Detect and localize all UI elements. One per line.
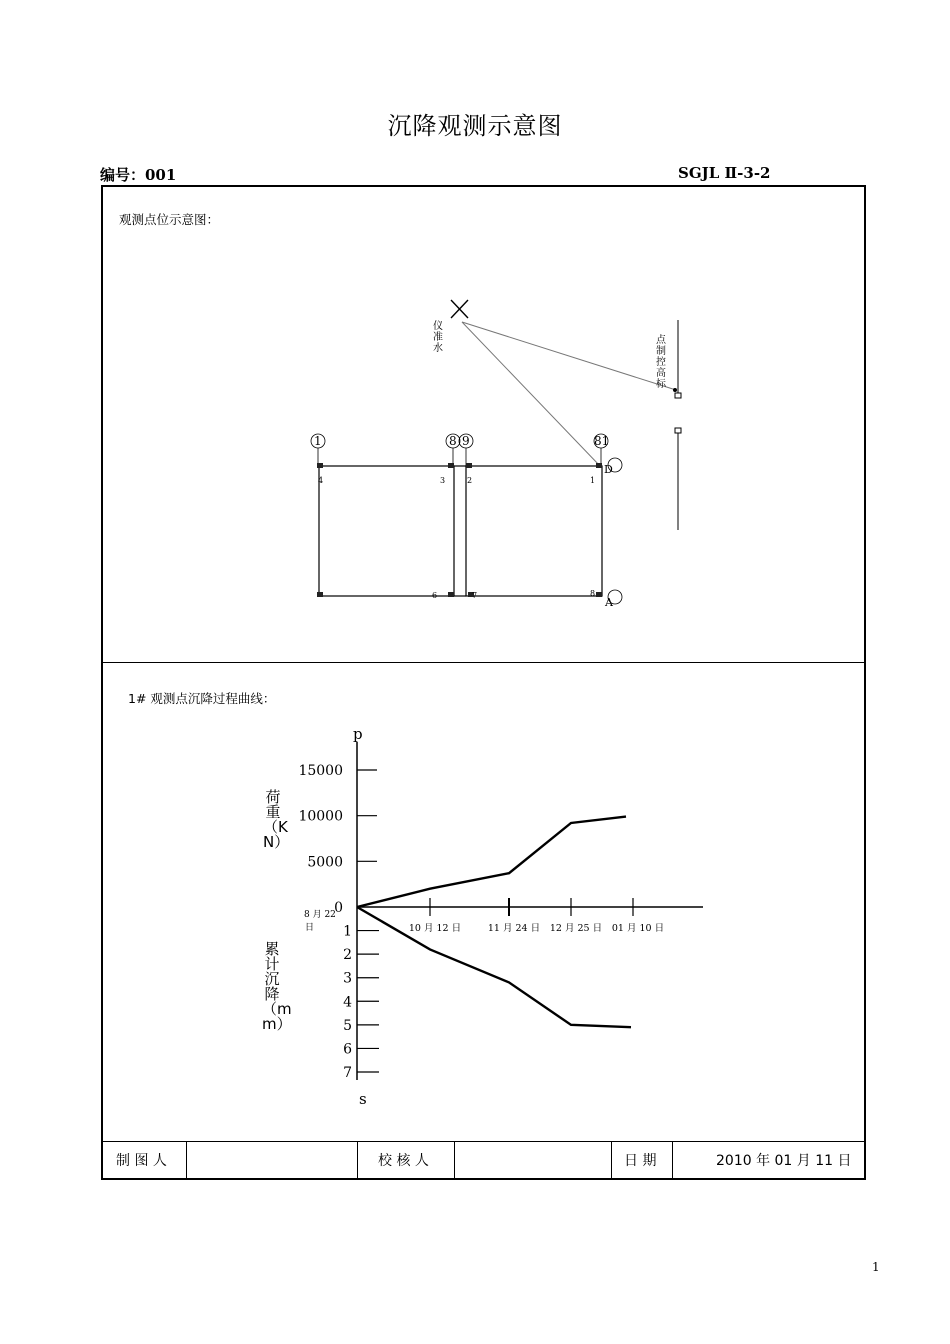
document-number: 编号：001 (100, 166, 177, 184)
point-number-3: 3 (440, 476, 446, 485)
corner-label-A: A (605, 596, 613, 609)
date-value: 2010 年 01 月 11 日 (716, 1153, 852, 1169)
load-tick-label: 10000 (298, 808, 343, 825)
checked-by-field[interactable] (464, 1143, 604, 1179)
date-label: 11 月 24 日 (487, 923, 541, 934)
point-number-7: 7 (472, 591, 478, 600)
curve-section-label: 1# 观测点沉降过程曲线： (128, 691, 276, 706)
axis-label-9: 9 (462, 434, 470, 448)
layout-section-label: 观测点位示意图： (119, 212, 220, 227)
upper-axis-label: p (353, 725, 363, 743)
form-code: SGJL Ⅱ-3-2 (678, 164, 771, 182)
date-label: 日 期 (624, 1153, 657, 1169)
control-point-label: 点制控高标 (656, 335, 666, 390)
point-number-4: 4 (318, 476, 324, 485)
axis-label-81: 81 (594, 434, 610, 448)
settlement-tick-label: 7 (343, 1065, 352, 1081)
settlement-tick-label: 6 (343, 1041, 352, 1058)
drawn-by-label: 制 图 人 (116, 1153, 167, 1169)
lower-axis-label: s (359, 1090, 367, 1108)
settlement-tick-label: 1 (343, 923, 352, 940)
page-number: 1 (872, 1260, 880, 1274)
axis-label-1: 1 (314, 434, 322, 448)
date-label: 8 月 22 (304, 910, 336, 920)
load-tick-label: 15000 (298, 763, 343, 779)
drawn-by-field[interactable] (196, 1143, 346, 1179)
corner-label-D: D (604, 463, 613, 476)
date-label: 12 月 25 日 (549, 923, 603, 934)
checked-by-label: 校 核 人 (378, 1153, 429, 1169)
level-instrument-label: 仪准水 (433, 321, 443, 354)
settlement-tick-label: 5 (343, 1017, 352, 1034)
point-number-1: 1 (590, 476, 596, 485)
date-label-suffix: 日 (305, 923, 315, 933)
axis-label-8: 8 (449, 434, 457, 448)
settlement-tick-label: 3 (343, 970, 352, 987)
settlement-tick-label: 2 (343, 947, 352, 964)
point-number-2: 2 (467, 476, 473, 485)
point-number-6: 6 (432, 591, 438, 600)
date-label: 10 月 12 日 (408, 923, 462, 934)
page-title: 沉降观测示意图 (387, 112, 563, 140)
settlement-tick-label: 4 (343, 994, 352, 1011)
load-tick-label: 5000 (307, 854, 343, 871)
load-axis-title: 荷重（KN） (263, 788, 290, 851)
load-series-line (357, 817, 626, 907)
point-number-8: 8 (590, 589, 596, 598)
load-tick-label: 0 (334, 900, 343, 916)
date-label: 01 月 10 日 (611, 923, 665, 934)
settlement-axis-title: 累计沉降（mm） (262, 940, 292, 1033)
